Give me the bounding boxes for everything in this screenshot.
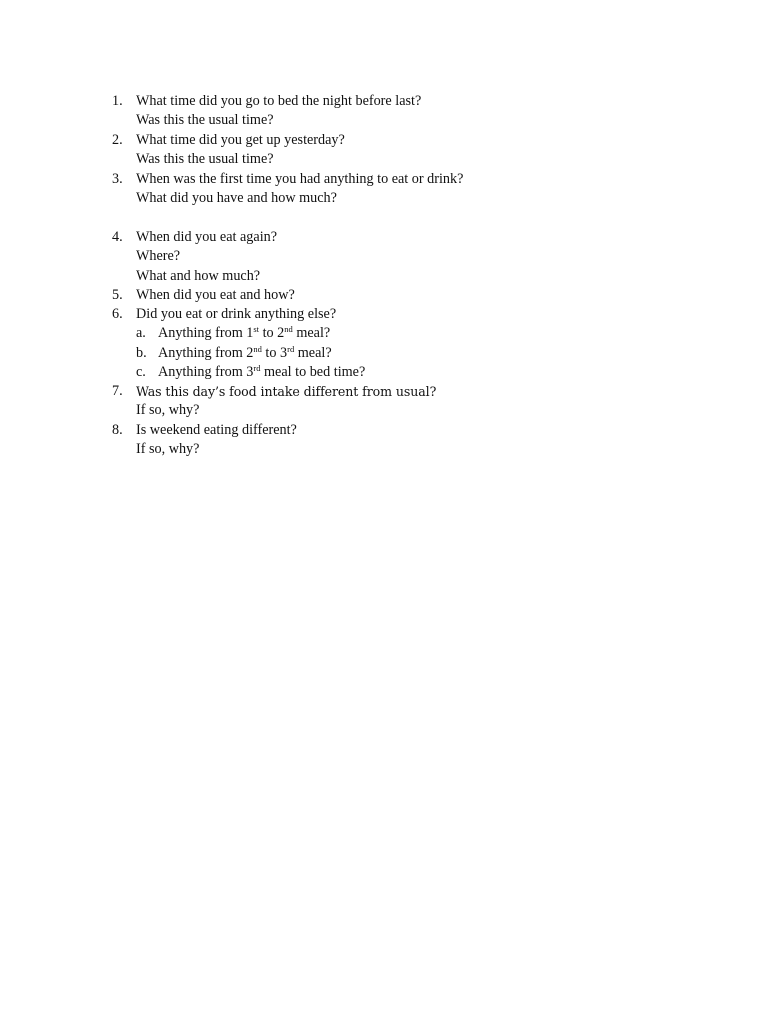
question-number: 4. — [112, 229, 123, 245]
question-line: When did you eat again? — [136, 229, 278, 245]
question-number: 8. — [112, 422, 123, 438]
question-number: 2. — [112, 132, 123, 148]
question-number: 1. — [112, 93, 123, 109]
question-number: 6. — [112, 306, 123, 322]
sub-item-letter: a. — [136, 325, 146, 342]
question-line: What time did you go to bed the night before last? — [136, 93, 422, 109]
question-line: If so, why? — [136, 402, 200, 419]
sub-item-text: Anything from 3rd meal to bed time? — [158, 363, 366, 381]
question-line: When did you eat and how? — [136, 287, 295, 303]
question-number: 5. — [112, 287, 123, 303]
question-line: What and how much? — [136, 267, 261, 284]
sub-item-letter: c. — [136, 364, 146, 381]
sub-item-letter: b. — [136, 344, 147, 361]
question-line: Was this the usual time? — [136, 112, 274, 129]
question-number: 7. — [112, 383, 123, 399]
sub-item-text: Anything from 2nd to 3rd meal? — [158, 343, 332, 361]
sub-item-text: Anything from 1st to 2nd meal? — [158, 324, 331, 342]
question-line: Is weekend eating different? — [136, 422, 297, 438]
question-line: Where? — [136, 248, 181, 265]
question-number: 3. — [112, 171, 123, 187]
question-line: Was this day’s food intake different from usual? — [136, 384, 437, 399]
question-line: What did you have and how much? — [136, 190, 337, 207]
question-line: What time did you get up yesterday? — [136, 132, 345, 148]
question-line: When was the first time you had anything to eat or drink? — [136, 171, 464, 187]
question-line: Did you eat or drink anything else? — [136, 306, 337, 322]
question-line: If so, why? — [136, 441, 200, 458]
question-line: Was this the usual time? — [136, 151, 274, 168]
